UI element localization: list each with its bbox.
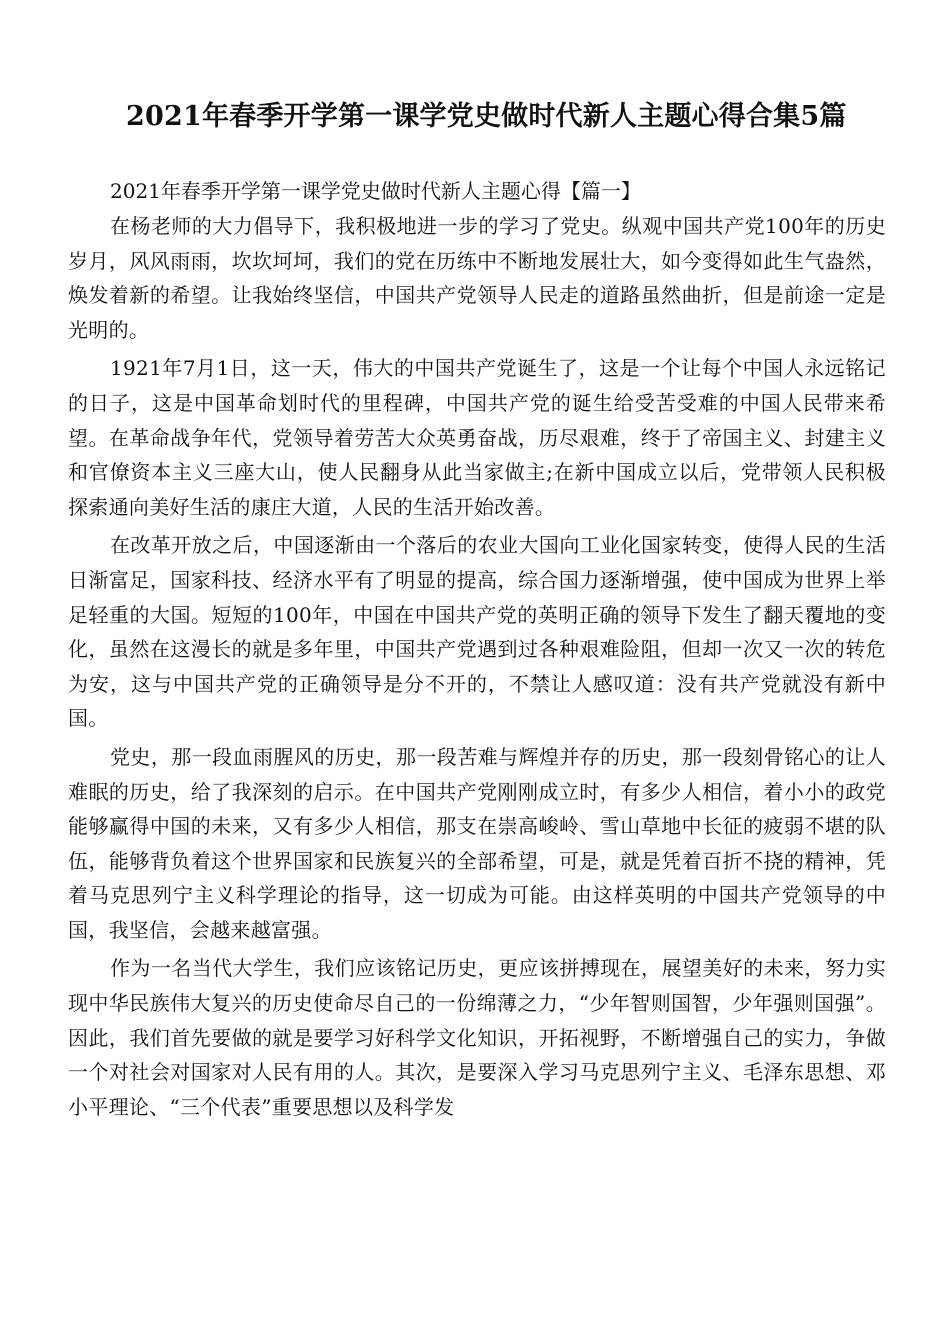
paragraph: 在改革开放之后，中国逐渐由一个落后的农业大国向工业化国家转变，使得人民的生活日渐富足，国家科技、经济水平有了明显的提高，综合国力逐渐增强，使中国成为世界上举足轻重的大国。短短的100年，中国在中国共产党的英明正确的领导下发生了翻天覆地的变化，虽然在这漫长的就是多年里，中国共产党遇到过各种艰难险阻，但却一次又一次的转危为安，这与中国共产党的正确领导是分不开的，不禁让人感叹道：没有共产党就没有新中国。 (68, 533, 886, 731)
paragraph: 1921年7月1日，这一天，伟大的中国共产党诞生了，这是一个让每个中国人永远铭记的日子，这是中国革命划时代的里程碑，中国共产党的诞生给受苦受难的中国人民带来希望。在革命战争年代，党领导着劳苦大众英勇奋战，历尽艰难，终于了帝国主义、封建主义和官僚资本主义三座大山，使人民翻身从此当家做主;在新中国成立以后，党带领人民积极探索通向美好生活的康庄大道，人民的生活开始改善。 (68, 356, 886, 519)
section-heading: 2021年春季开学第一课学党史做时代新人主题心得【篇一】 (110, 179, 641, 203)
document-title: 2021年春季开学第一课学党史做时代新人主题心得合集5篇 (126, 101, 847, 132)
document-page (68, 95, 886, 1124)
paragraph: 党史，那一段血雨腥风的历史，那一段苦难与辉煌并存的历史，那一段刻骨铭心的让人难眠的历史，给了我深刻的启示。在中国共产党刚刚成立时，有多少人相信，着小小的政党能够赢得中国的未来，又有多少人相信，那支在崇高峻岭、雪山草地中长征的疲弱不堪的队伍，能够背负着这个世界国家和民族复兴的全部希望，可是，就是凭着百折不挠的精神，凭着马克思列宁主义科学理论的指导，这一切成为可能。由这样英明的中国共产党领导的中国，我坚信，会越来越富强。 (68, 744, 886, 942)
paragraph: 在杨老师的大力倡导下，我积极地进一步的学习了党史。纵观中国共产党100年的历史岁月，风风雨雨，坎坎坷坷，我们的党在历练中不断地发展壮大，如今变得如此生气盎然，焕发着新的希望。让我始终坚信，中国共产党领导人民走的道路虽然曲折，但是前途一定是光明的。 (68, 214, 886, 342)
paragraph: 作为一名当代大学生，我们应该铭记历史，更应该拼搏现在，展望美好的未来，努力实现中华民族伟大复兴的历史使命尽自己的一份绵薄之力，“少年智则国智，少年强则国强”。因此，我们首先要做的就是要学习好科学文化知识，开拓视野，不断增强自己的实力，争做一个对社会对国家对人民有用的人。其次，是要深入学习马克思列宁主义、毛泽东思想、邓小平理论、“三个代表”重要思想以及科学发 (68, 956, 886, 1119)
